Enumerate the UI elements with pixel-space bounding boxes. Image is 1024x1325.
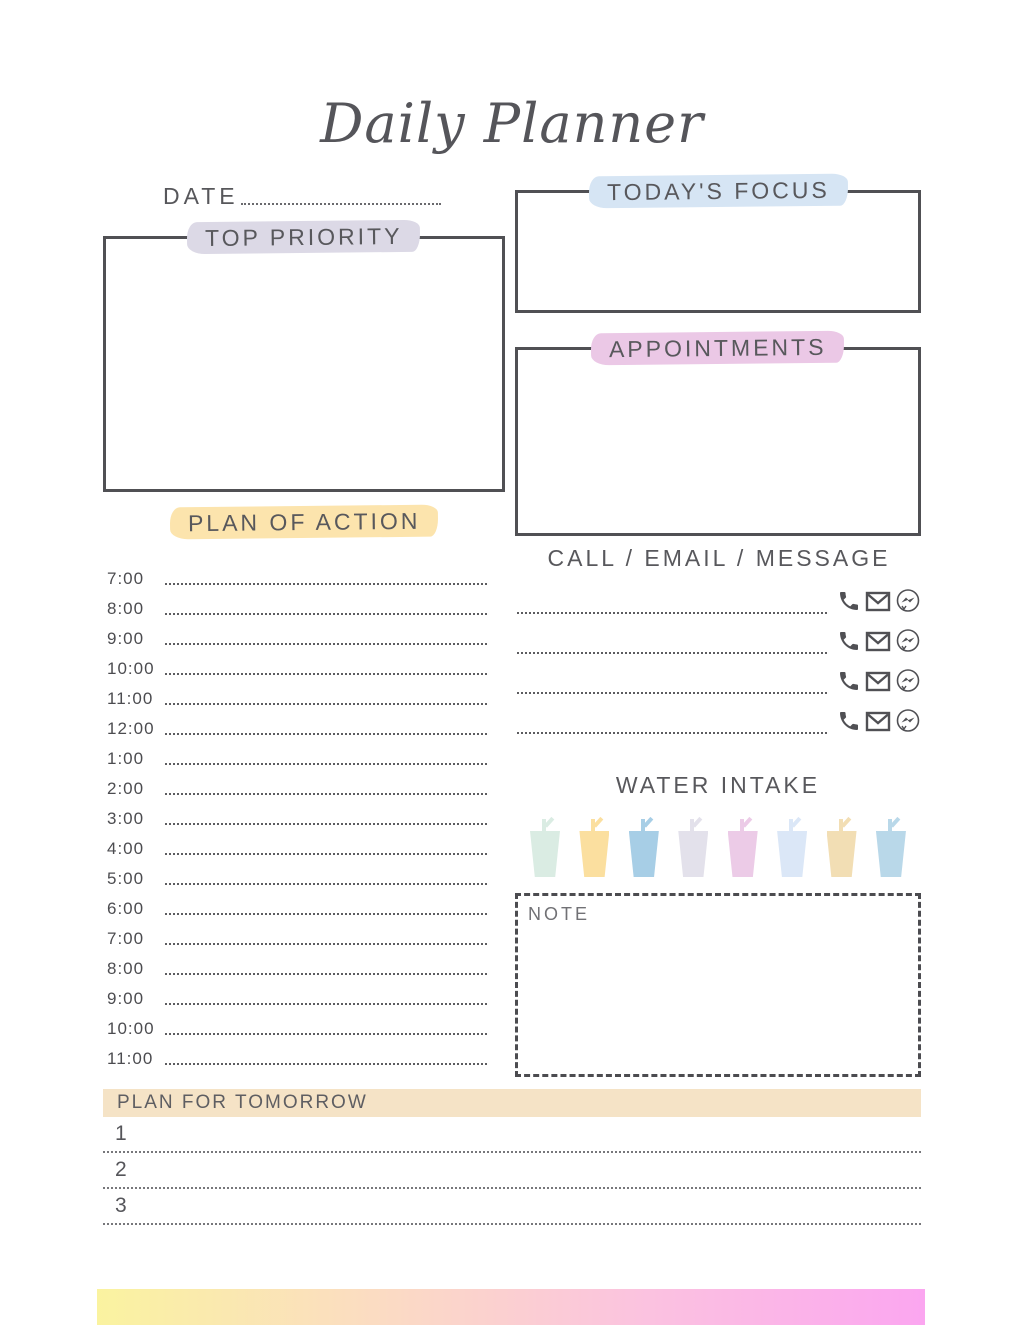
schedule-row: [107, 712, 505, 742]
schedule-writing-line[interactable]: [165, 583, 487, 585]
schedule-time: 10:00: [107, 1019, 155, 1038]
messenger-icon[interactable]: [895, 628, 921, 654]
schedule-row: [107, 802, 505, 832]
schedule-row: [107, 1012, 505, 1042]
water-cup-icon[interactable]: [578, 815, 610, 877]
schedule-row: [107, 922, 505, 952]
schedule-row: [107, 652, 505, 682]
schedule-row: [107, 592, 505, 622]
appointments-heading: [518, 332, 918, 364]
schedule-row: [107, 742, 505, 772]
schedule-time: 3:00: [107, 809, 145, 828]
schedule-row: [107, 772, 505, 802]
schedule-time: 6:00: [107, 899, 145, 918]
call-email-message-section: [517, 545, 921, 740]
call-row: [517, 620, 921, 660]
schedule-row: [107, 682, 505, 712]
top-priority-heading: [106, 221, 502, 253]
tomorrow-row[interactable]: [103, 1117, 921, 1153]
top-priority-label: TOP PRIORITY: [187, 220, 421, 254]
schedule-writing-line[interactable]: [165, 643, 487, 645]
messenger-icon[interactable]: [895, 668, 921, 694]
email-icon[interactable]: [864, 589, 892, 613]
call-writing-line[interactable]: [517, 612, 827, 614]
footer-gradient-bar: [97, 1289, 925, 1325]
schedule-row: [107, 862, 505, 892]
schedule-row: [107, 622, 505, 652]
note-box[interactable]: [515, 893, 921, 1077]
schedule-writing-line[interactable]: [165, 733, 487, 735]
phone-icon[interactable]: [837, 589, 861, 613]
schedule-time: 9:00: [107, 629, 145, 648]
schedule-row: [107, 892, 505, 922]
date-writing-line[interactable]: [241, 203, 441, 205]
schedule-time: 10:00: [107, 659, 155, 678]
schedule-row: [107, 982, 505, 1012]
phone-icon[interactable]: [837, 709, 861, 733]
schedule-writing-line[interactable]: [165, 703, 487, 705]
tomorrow-row-number: 2: [115, 1158, 127, 1181]
schedule-writing-line[interactable]: [165, 613, 487, 615]
todays-focus-box[interactable]: [515, 176, 921, 313]
schedule-time: 11:00: [107, 689, 154, 708]
schedule-time: 8:00: [107, 959, 145, 978]
schedule-time: 7:00: [107, 569, 145, 588]
water-cup-icon[interactable]: [529, 815, 561, 877]
schedule-writing-line[interactable]: [165, 793, 487, 795]
plan-for-tomorrow-section: [103, 1089, 921, 1225]
schedule-row: [107, 562, 505, 592]
plan-for-tomorrow-heading: PLAN FOR TOMORROW: [103, 1089, 921, 1117]
call-email-message-heading: CALL / EMAIL / MESSAGE: [547, 545, 891, 571]
call-writing-line[interactable]: [517, 652, 827, 654]
schedule-writing-line[interactable]: [165, 883, 487, 885]
water-cup-icon[interactable]: [875, 815, 907, 877]
messenger-icon[interactable]: [895, 588, 921, 614]
water-cup-icon[interactable]: [776, 815, 808, 877]
schedule-time: 11:00: [107, 1049, 154, 1068]
plan-of-action-label: PLAN OF ACTION: [170, 505, 439, 540]
schedule-row: [107, 952, 505, 982]
email-icon[interactable]: [864, 669, 892, 693]
schedule-writing-line[interactable]: [165, 763, 487, 765]
schedule-time: 12:00: [107, 719, 155, 738]
date-row: [163, 183, 441, 210]
messenger-icon[interactable]: [895, 708, 921, 734]
schedule-time: 8:00: [107, 599, 145, 618]
call-row: [517, 660, 921, 700]
plan-of-action-heading: [103, 506, 505, 538]
schedule-writing-line[interactable]: [165, 823, 487, 825]
schedule-list: [107, 562, 505, 1072]
water-cup-icon[interactable]: [677, 815, 709, 877]
schedule-writing-line[interactable]: [165, 673, 487, 675]
schedule-writing-line[interactable]: [165, 973, 487, 975]
tomorrow-row-number: 1: [115, 1122, 127, 1145]
schedule-writing-line[interactable]: [165, 913, 487, 915]
call-rows: [517, 580, 921, 740]
schedule-time: 9:00: [107, 989, 145, 1008]
appointments-box[interactable]: [515, 333, 921, 536]
water-cup-icon[interactable]: [727, 815, 759, 877]
schedule-writing-line[interactable]: [165, 1003, 487, 1005]
water-intake-heading: WATER INTAKE: [615, 772, 821, 798]
phone-icon[interactable]: [837, 669, 861, 693]
schedule-time: 2:00: [107, 779, 145, 798]
water-cups: [515, 815, 921, 877]
tomorrow-row[interactable]: [103, 1153, 921, 1189]
schedule-time: 5:00: [107, 869, 145, 888]
email-icon[interactable]: [864, 709, 892, 733]
schedule-time: 4:00: [107, 839, 145, 858]
call-row: [517, 700, 921, 740]
water-cup-icon[interactable]: [826, 815, 858, 877]
call-row: [517, 580, 921, 620]
phone-icon[interactable]: [837, 629, 861, 653]
note-label: NOTE: [528, 904, 591, 924]
schedule-row: [107, 1042, 505, 1072]
water-cup-icon[interactable]: [628, 815, 660, 877]
schedule-time: 7:00: [107, 929, 145, 948]
top-priority-box[interactable]: [103, 222, 505, 492]
tomorrow-row[interactable]: [103, 1189, 921, 1225]
schedule-writing-line[interactable]: [165, 853, 487, 855]
date-label: DATE: [163, 183, 239, 209]
todays-focus-label: TODAY'S FOCUS: [588, 174, 847, 209]
schedule-writing-line[interactable]: [165, 943, 487, 945]
water-intake-section: [515, 772, 921, 877]
page-title: Daily Planner: [320, 92, 704, 155]
email-icon[interactable]: [864, 629, 892, 653]
schedule-row: [107, 832, 505, 862]
todays-focus-heading: [518, 175, 918, 207]
call-writing-line[interactable]: [517, 692, 827, 694]
appointments-label: APPOINTMENTS: [591, 331, 845, 366]
schedule-time: 1:00: [107, 749, 145, 768]
schedule-writing-line[interactable]: [165, 1063, 487, 1065]
call-writing-line[interactable]: [517, 732, 827, 734]
schedule-writing-line[interactable]: [165, 1033, 487, 1035]
tomorrow-row-number: 3: [115, 1194, 127, 1217]
